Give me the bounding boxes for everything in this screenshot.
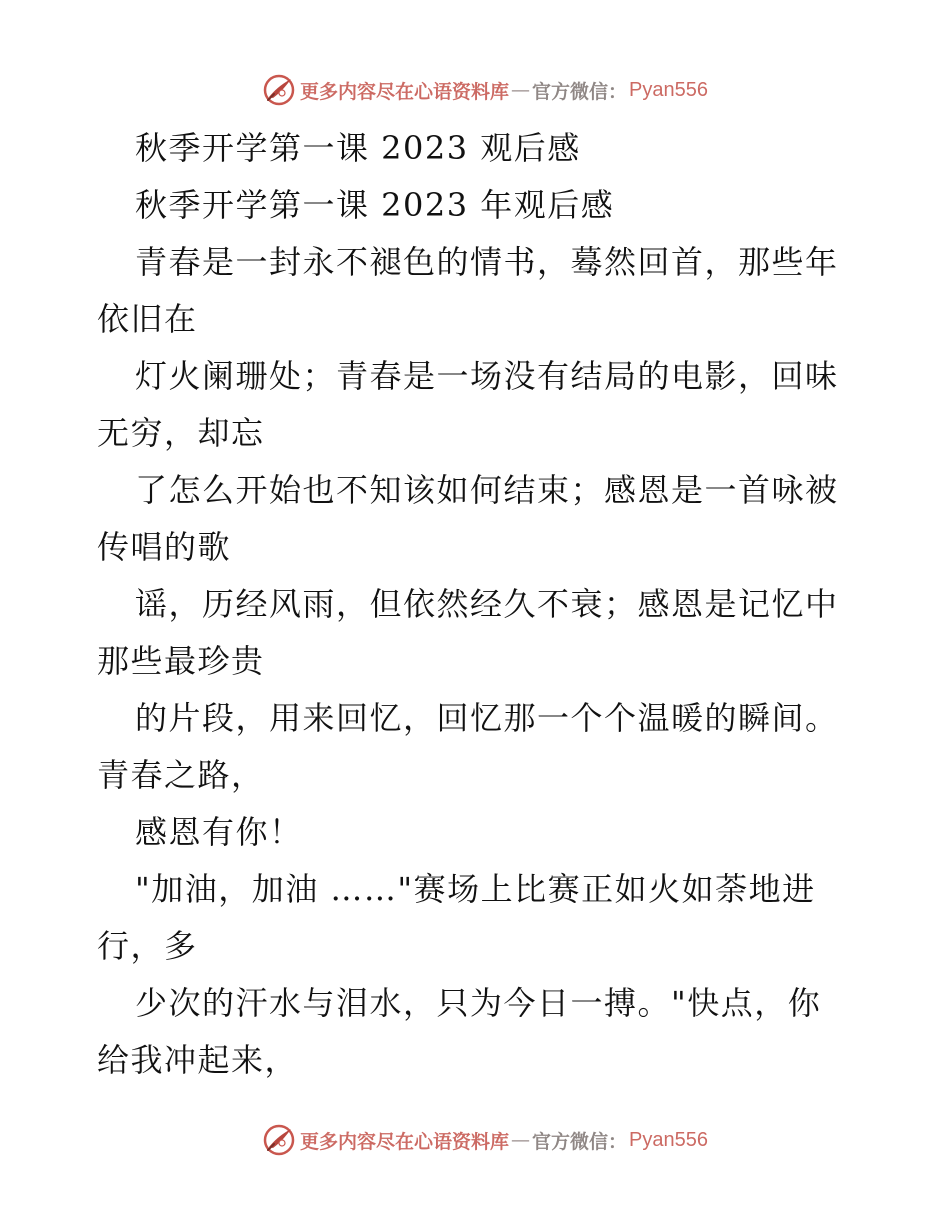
text-line: 传唱的歌: [97, 528, 232, 566]
text-line: 青春是一封永不褪色的情书，蓦然回首，那些年: [135, 243, 839, 281]
text-line: 灯火阑珊处；青春是一场没有结局的电影，回味: [135, 357, 839, 395]
text-line: 无穷，却忘: [97, 414, 265, 452]
header-banner-text: 更多内容尽在心语资料库: [300, 80, 510, 103]
text-line: 感恩有你！: [135, 813, 303, 851]
footer-banner-separator: —: [511, 1129, 531, 1151]
header-banner: [0, 70, 950, 110]
footer-banner-inner: [262, 1123, 708, 1157]
header-banner-inner: [262, 73, 708, 107]
header-banner-separator: —: [511, 79, 531, 101]
header-wechat-id: Pyan556: [629, 78, 708, 101]
text-line: 少次的汗水与泪水，只为今日一搏。"快点，你: [135, 984, 822, 1022]
footer-banner-text: 更多内容尽在心语资料库: [300, 1130, 510, 1153]
document-body: [97, 120, 867, 1089]
text-line: 行，多: [97, 927, 198, 965]
text-line: 青春之路，: [97, 756, 265, 794]
text-line: 秋季开学第一课 2023 观后感: [135, 129, 581, 167]
text-line: 了怎么开始也不知该如何结束；感恩是一首咏被: [135, 471, 839, 509]
text-line: 的片段，用来回忆，回忆那一个个温暖的瞬间。: [135, 699, 839, 737]
footer-banner: [0, 1120, 950, 1160]
header-wechat-label: 官方微信：: [532, 80, 628, 103]
text-line: 依旧在: [97, 300, 198, 338]
quill-logo-icon: [262, 1123, 296, 1157]
footer-wechat-id: Pyan556: [629, 1128, 708, 1151]
text-line: 秋季开学第一课 2023 年观后感: [135, 186, 615, 224]
text-line: 谣，历经风雨，但依然经久不衰；感恩是记忆中: [135, 585, 839, 623]
text-line: 给我冲起来，: [97, 1041, 299, 1079]
quill-logo-icon: [262, 73, 296, 107]
text-line: 那些最珍贵: [97, 642, 265, 680]
text-line: "加油，加油 ……"赛场上比赛正如火如荼地进: [135, 870, 816, 908]
footer-wechat-label: 官方微信：: [532, 1130, 628, 1153]
